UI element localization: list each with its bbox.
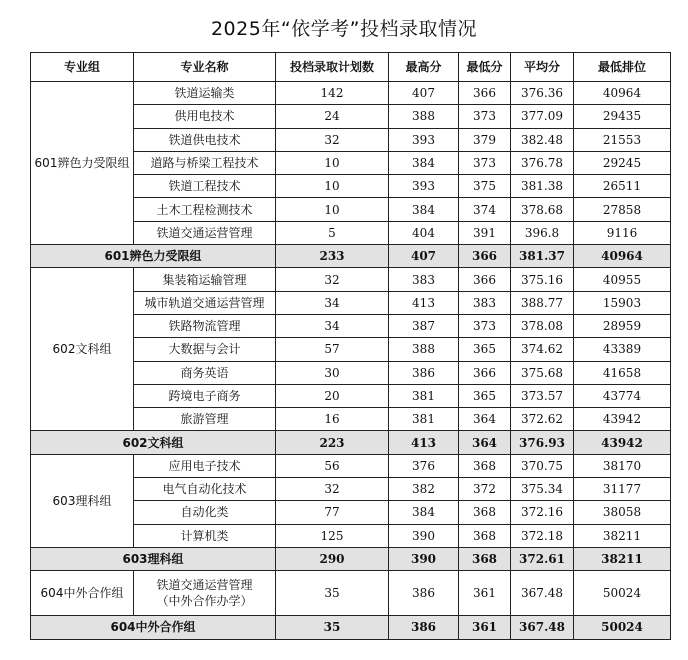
plan-count: 10 — [276, 198, 389, 221]
min-score: 368 — [459, 454, 511, 477]
avg-score: 375.16 — [511, 268, 574, 291]
avg-score: 396.8 — [511, 221, 574, 244]
table-row — [31, 268, 671, 291]
min-score: 361 — [459, 571, 511, 616]
admission-table — [30, 52, 671, 640]
plan-count: 57 — [276, 338, 389, 361]
plan-count: 35 — [276, 571, 389, 616]
max-score: 382 — [389, 478, 459, 501]
plan-count: 56 — [276, 454, 389, 477]
min-rank: 38058 — [574, 501, 671, 524]
min-score: 383 — [459, 291, 511, 314]
subtotal-avg: 372.61 — [511, 547, 574, 570]
subtotal-max: 386 — [389, 616, 459, 639]
plan-count: 16 — [276, 408, 389, 431]
min-score: 372 — [459, 478, 511, 501]
major-name: 应用电子技术 — [134, 454, 276, 477]
subtotal-plan: 290 — [276, 547, 389, 570]
min-rank: 29435 — [574, 105, 671, 128]
subtotal-plan: 223 — [276, 431, 389, 454]
major-name: 跨境电子商务 — [134, 384, 276, 407]
group-name-602: 602文科组 — [31, 268, 134, 431]
subtotal-rank: 40964 — [574, 245, 671, 268]
min-rank: 15903 — [574, 291, 671, 314]
min-rank: 38170 — [574, 454, 671, 477]
min-rank: 40964 — [574, 82, 671, 105]
subtotal-row-602 — [31, 431, 671, 454]
subtotal-label: 604中外合作组 — [31, 616, 276, 639]
min-rank: 29245 — [574, 151, 671, 174]
avg-score: 372.62 — [511, 408, 574, 431]
min-rank: 38211 — [574, 524, 671, 547]
max-score: 393 — [389, 128, 459, 151]
table-row — [31, 454, 671, 477]
min-score: 366 — [459, 82, 511, 105]
min-score: 373 — [459, 151, 511, 174]
subtotal-rank: 38211 — [574, 547, 671, 570]
avg-score: 372.16 — [511, 501, 574, 524]
min-rank: 41658 — [574, 361, 671, 384]
max-score: 387 — [389, 314, 459, 337]
group-name-604: 604中外合作组 — [31, 571, 134, 616]
min-score: 379 — [459, 128, 511, 151]
subtotal-row-603 — [31, 547, 671, 570]
min-rank: 43389 — [574, 338, 671, 361]
max-score: 404 — [389, 221, 459, 244]
max-score: 381 — [389, 384, 459, 407]
subtotal-label: 602文科组 — [31, 431, 276, 454]
min-score: 391 — [459, 221, 511, 244]
table-row — [31, 82, 671, 105]
avg-score: 376.36 — [511, 82, 574, 105]
group-name-601: 601辨色力受限组 — [31, 82, 134, 245]
subtotal-label: 603理科组 — [31, 547, 276, 570]
avg-score: 382.48 — [511, 128, 574, 151]
max-score: 381 — [389, 408, 459, 431]
min-score: 374 — [459, 198, 511, 221]
subtotal-max: 390 — [389, 547, 459, 570]
avg-score: 372.18 — [511, 524, 574, 547]
subtotal-row-601 — [31, 245, 671, 268]
subtotal-rank: 50024 — [574, 616, 671, 639]
avg-score: 373.57 — [511, 384, 574, 407]
col-header-max: 最高分 — [389, 53, 459, 82]
group-name-603: 603理科组 — [31, 454, 134, 547]
subtotal-max: 413 — [389, 431, 459, 454]
avg-score: 375.34 — [511, 478, 574, 501]
max-score: 384 — [389, 501, 459, 524]
major-name: 供用电技术 — [134, 105, 276, 128]
major-name: 铁道供电技术 — [134, 128, 276, 151]
major-name: 自动化类 — [134, 501, 276, 524]
max-score: 376 — [389, 454, 459, 477]
page-title: 2025年“依学考”投档录取情况 — [210, 18, 478, 40]
major-name: 集装箱运输管理 — [134, 268, 276, 291]
major-name: 铁道工程技术 — [134, 175, 276, 198]
avg-score: 388.77 — [511, 291, 574, 314]
col-header-avg: 平均分 — [511, 53, 574, 82]
subtotal-min: 366 — [459, 245, 511, 268]
major-name-line: 铁道交通运营管理 — [156, 578, 253, 593]
min-score: 368 — [459, 524, 511, 547]
plan-count: 30 — [276, 361, 389, 384]
subtotal-row-604 — [31, 616, 671, 639]
col-header-rank: 最低排位 — [574, 53, 671, 82]
avg-score: 367.48 — [511, 571, 574, 616]
plan-count: 24 — [276, 105, 389, 128]
max-score: 390 — [389, 524, 459, 547]
min-score: 373 — [459, 314, 511, 337]
col-header-group: 专业组 — [31, 53, 134, 82]
min-rank: 21553 — [574, 128, 671, 151]
plan-count: 34 — [276, 291, 389, 314]
min-rank: 40955 — [574, 268, 671, 291]
col-header-min: 最低分 — [459, 53, 511, 82]
major-name: 城市轨道交通运营管理 — [134, 291, 276, 314]
min-rank: 43774 — [574, 384, 671, 407]
min-score: 366 — [459, 268, 511, 291]
subtotal-avg: 381.37 — [511, 245, 574, 268]
min-score: 366 — [459, 361, 511, 384]
max-score: 383 — [389, 268, 459, 291]
subtotal-plan: 233 — [276, 245, 389, 268]
min-score: 373 — [459, 105, 511, 128]
table-row — [31, 571, 671, 616]
major-name-note: （中外合作办学） — [156, 594, 253, 609]
major-name: 电气自动化技术 — [134, 478, 276, 501]
major-name: 计算机类 — [134, 524, 276, 547]
plan-count: 125 — [276, 524, 389, 547]
max-score: 388 — [389, 105, 459, 128]
min-rank: 31177 — [574, 478, 671, 501]
col-header-major: 专业名称 — [134, 53, 276, 82]
col-header-plan: 投档录取计划数 — [276, 53, 389, 82]
avg-score: 374.62 — [511, 338, 574, 361]
major-name — [134, 571, 276, 616]
major-name: 旅游管理 — [134, 408, 276, 431]
min-score: 368 — [459, 501, 511, 524]
avg-score: 381.38 — [511, 175, 574, 198]
major-name: 商务英语 — [134, 361, 276, 384]
major-name: 铁道交通运营管理 — [134, 221, 276, 244]
plan-count: 32 — [276, 268, 389, 291]
major-name: 大数据与会计 — [134, 338, 276, 361]
avg-score: 378.08 — [511, 314, 574, 337]
min-rank: 27858 — [574, 198, 671, 221]
avg-score: 377.09 — [511, 105, 574, 128]
plan-count: 10 — [276, 151, 389, 174]
max-score: 388 — [389, 338, 459, 361]
avg-score: 378.68 — [511, 198, 574, 221]
plan-count: 34 — [276, 314, 389, 337]
min-score: 375 — [459, 175, 511, 198]
max-score: 386 — [389, 571, 459, 616]
header-row — [31, 53, 671, 82]
subtotal-min: 364 — [459, 431, 511, 454]
subtotal-avg: 367.48 — [511, 616, 574, 639]
plan-count: 77 — [276, 501, 389, 524]
avg-score: 375.68 — [511, 361, 574, 384]
subtotal-label: 601辨色力受限组 — [31, 245, 276, 268]
min-rank: 9116 — [574, 221, 671, 244]
max-score: 393 — [389, 175, 459, 198]
min-rank: 26511 — [574, 175, 671, 198]
min-rank: 43942 — [574, 408, 671, 431]
min-score: 365 — [459, 384, 511, 407]
major-name: 道路与桥梁工程技术 — [134, 151, 276, 174]
avg-score: 376.78 — [511, 151, 574, 174]
plan-count: 32 — [276, 478, 389, 501]
subtotal-max: 407 — [389, 245, 459, 268]
avg-score: 370.75 — [511, 454, 574, 477]
subtotal-rank: 43942 — [574, 431, 671, 454]
major-name: 铁路物流管理 — [134, 314, 276, 337]
major-name: 铁道运输类 — [134, 82, 276, 105]
plan-count: 5 — [276, 221, 389, 244]
max-score: 384 — [389, 151, 459, 174]
major-name: 土木工程检测技术 — [134, 198, 276, 221]
max-score: 384 — [389, 198, 459, 221]
subtotal-min: 361 — [459, 616, 511, 639]
min-score: 365 — [459, 338, 511, 361]
max-score: 413 — [389, 291, 459, 314]
min-rank: 28959 — [574, 314, 671, 337]
plan-count: 142 — [276, 82, 389, 105]
plan-count: 32 — [276, 128, 389, 151]
plan-count: 10 — [276, 175, 389, 198]
subtotal-avg: 376.93 — [511, 431, 574, 454]
plan-count: 20 — [276, 384, 389, 407]
min-rank: 50024 — [574, 571, 671, 616]
subtotal-plan: 35 — [276, 616, 389, 639]
subtotal-min: 368 — [459, 547, 511, 570]
max-score: 407 — [389, 82, 459, 105]
min-score: 364 — [459, 408, 511, 431]
max-score: 386 — [389, 361, 459, 384]
